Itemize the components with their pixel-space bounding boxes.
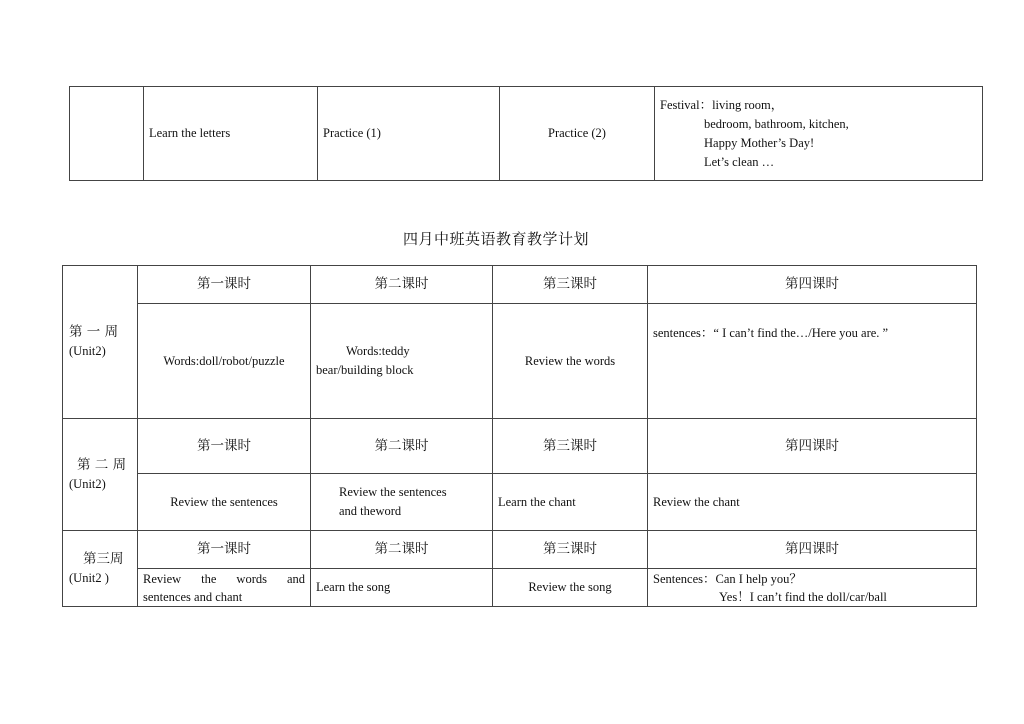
empty-cell (70, 87, 144, 181)
week-label-cell (63, 531, 138, 607)
lesson-cell: Review the chant (648, 474, 977, 531)
week-label-cell (63, 266, 138, 419)
lesson-line: Review the sentences (339, 485, 447, 499)
festival-line: bedroom, bathroom, kitchen, (704, 116, 849, 131)
lesson-cell: Review the sentences (138, 474, 311, 531)
period-header: 第四课时 (648, 419, 977, 474)
table-row (63, 531, 977, 569)
period-header: 第二课时 (311, 531, 493, 569)
period-header: 第二课时 (311, 419, 493, 474)
festival-line: Happy Mother’s Day! (704, 135, 815, 150)
lesson-cell: Learn the chant (493, 474, 648, 531)
festival-label: Festival：living room， (660, 97, 784, 112)
week-label: 第三周 (83, 550, 124, 567)
week-label: 第 一 周 (69, 324, 119, 340)
table-row (63, 569, 977, 607)
period-header: 第三课时 (493, 419, 648, 474)
lesson-line: and theword (339, 504, 402, 518)
lesson-cell: Practice (1) (318, 87, 500, 181)
table-row (63, 266, 977, 304)
plan-table (62, 265, 977, 607)
festival-line: Let’s clean … (704, 154, 775, 169)
lesson-cell: Review the song (493, 569, 648, 607)
period-header: 第四课时 (648, 531, 977, 569)
unit-label: (Unit2 ) (69, 570, 109, 585)
lesson-cell (311, 474, 493, 531)
table-row (63, 304, 977, 419)
lesson-line: Sentences：Can I help you？ (653, 571, 802, 586)
lesson-cell: sentences：“ I can’t find the…/Here you are. ” (648, 304, 977, 419)
lesson-cell: Learn the letters (144, 87, 318, 181)
continuation-table (69, 86, 983, 181)
festival-cell (655, 87, 983, 181)
lesson-cell: Words:doll/robot/puzzle (138, 304, 311, 419)
period-header: 第三课时 (493, 531, 648, 569)
lesson-cell: Practice (2) (500, 87, 655, 181)
lesson-line: Yes！I can’t find the doll/car/ball (719, 589, 887, 604)
unit-label: (Unit2) (69, 344, 106, 358)
lesson-cell: Learn the song (311, 569, 493, 607)
lesson-cell: Review the words (493, 304, 648, 419)
table-row (70, 87, 983, 181)
lesson-line: bear/building block (316, 363, 414, 377)
period-header: 第二课时 (311, 266, 493, 304)
lesson-cell (311, 304, 493, 419)
week-label-cell (63, 419, 138, 531)
lesson-cell: Review the words and sentences and chant (138, 569, 311, 607)
table-row (63, 419, 977, 474)
period-header: 第一课时 (138, 531, 311, 569)
period-header: 第一课时 (138, 266, 311, 304)
period-header: 第三课时 (493, 266, 648, 304)
lesson-line: Words:teddy (346, 344, 410, 358)
period-header: 第四课时 (648, 266, 977, 304)
week-label: 第 二 周 (77, 456, 127, 473)
table-row (63, 474, 977, 531)
unit-label: (Unit2) (69, 476, 106, 491)
page-title: 四月中班英语教育教学计划 (402, 230, 589, 248)
period-header: 第一课时 (138, 419, 311, 474)
lesson-cell (648, 569, 977, 607)
